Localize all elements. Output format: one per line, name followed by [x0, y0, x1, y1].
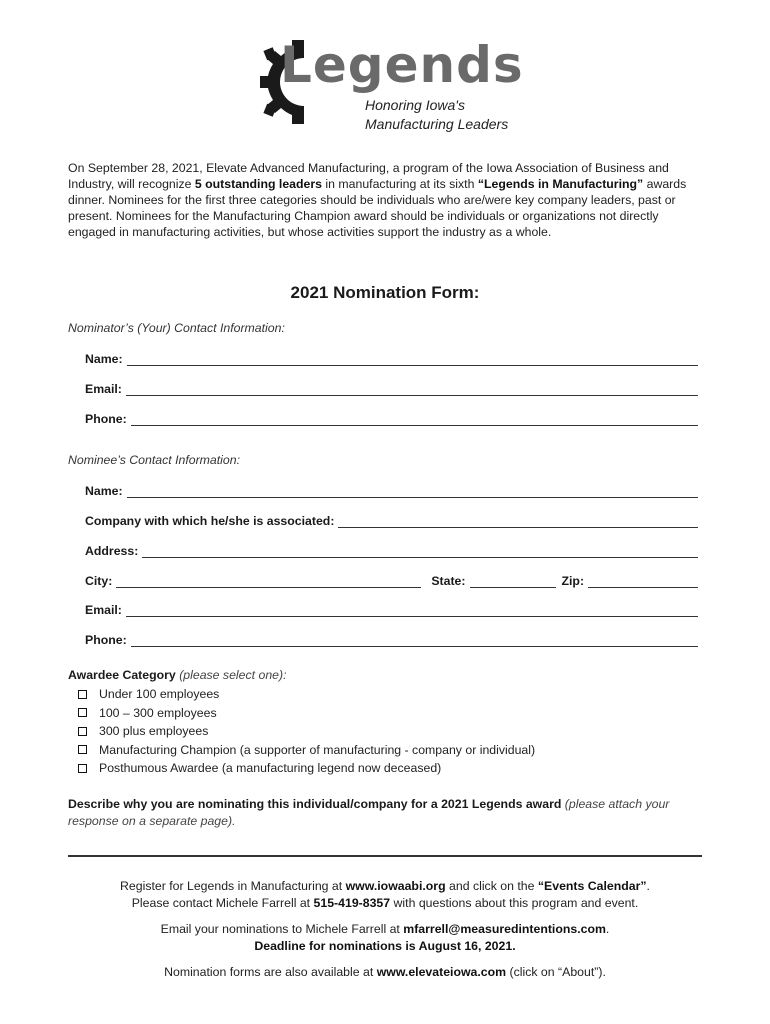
events-calendar-label: “Events Calendar”: [537, 879, 647, 893]
intro-text-2: in manufacturing at its sixth: [322, 177, 478, 191]
nominator-email-line[interactable]: [126, 383, 698, 396]
checkbox[interactable]: [78, 764, 87, 773]
intro-text-1: On September 28, 2021, Elevate Advanced Manufacturing, a program of the Iowa Association of Business and Industry, will recognize: [68, 161, 669, 191]
logo-subtitle-line1: Honoring Iowa's: [365, 97, 465, 113]
nominee-email-label: Email:: [85, 603, 122, 617]
divider: [68, 855, 702, 857]
footer-text: Please contact Michele Farrell at: [131, 896, 314, 910]
nominee-phone-field[interactable]: [85, 631, 698, 647]
nominee-name-field[interactable]: [85, 482, 698, 498]
nominee-name-line[interactable]: [127, 485, 698, 498]
intro-bold-2: “Legends in Manufacturing”: [477, 177, 644, 191]
nominator-name-label: Name:: [85, 352, 123, 366]
form-title: 2021 Nomination Form:: [290, 283, 480, 302]
footer-forms-line: [0, 964, 770, 981]
nominee-zip-line[interactable]: [588, 575, 698, 588]
describe-instruction: [68, 796, 702, 830]
nominee-name-label: Name:: [85, 484, 123, 498]
category-option-100-300[interactable]: [78, 704, 535, 723]
elevateiowa-link[interactable]: www.elevateiowa.com: [376, 965, 507, 979]
nominator-heading: Nominator’s (Your) Contact Information:: [68, 321, 285, 335]
checkbox[interactable]: [78, 745, 87, 754]
nominator-phone-field[interactable]: [85, 410, 698, 426]
category-option-label: 300 plus employees: [99, 724, 209, 739]
nominee-phone-label: Phone:: [85, 633, 127, 647]
category-option-300-plus[interactable]: [78, 722, 535, 741]
category-option-under-100[interactable]: [78, 685, 535, 704]
contact-phone[interactable]: 515-419-8357: [313, 896, 391, 910]
intro-paragraph: [68, 160, 702, 240]
intro-bold-1: 5 outstanding leaders: [194, 177, 322, 191]
nominee-address-label: Address:: [85, 544, 139, 558]
category-option-posthumous[interactable]: [78, 759, 535, 778]
nominee-email-field[interactable]: [85, 601, 698, 617]
footer-text: .: [605, 922, 610, 936]
describe-hint: (please attach your response on a separate page).: [68, 797, 670, 828]
nominee-state-label: State:: [431, 574, 466, 588]
nominator-name-line[interactable]: [127, 353, 698, 366]
nominator-email-label: Email:: [85, 382, 122, 396]
nominee-city-line[interactable]: [116, 575, 421, 588]
legends-logo: [252, 32, 532, 142]
category-options: [78, 685, 535, 778]
nominee-address-field[interactable]: [85, 542, 698, 558]
describe-bold: Describe why you are nominating this individual/company for a 2021 Legends award: [68, 797, 562, 811]
footer-deadline-line: [0, 938, 770, 955]
nominee-email-line[interactable]: [126, 604, 698, 617]
category-option-label: Under 100 employees: [99, 687, 220, 702]
iowaabi-link[interactable]: www.iowaabi.org: [345, 879, 446, 893]
nominee-company-label: Company with which he/she is associated:: [85, 514, 335, 528]
footer-email-line: [0, 921, 770, 938]
nominator-email-field[interactable]: [85, 380, 698, 396]
nominee-company-field[interactable]: [85, 512, 698, 528]
checkbox[interactable]: [78, 727, 87, 736]
nominee-address-line[interactable]: [142, 545, 698, 558]
nominee-city-state-zip-row: [85, 572, 698, 588]
footer-text: Nomination forms are also available at: [164, 965, 377, 979]
category-heading-label: Awardee Category: [68, 668, 176, 682]
category-hint: (please select one):: [179, 668, 287, 682]
footer-text: Email your nominations to Michele Farrell at: [160, 922, 404, 936]
footer-text: (click on “About”).: [506, 965, 606, 979]
footer-text: with questions about this program and event.: [390, 896, 639, 910]
logo-title: Legends: [280, 36, 524, 94]
nominator-phone-label: Phone:: [85, 412, 127, 426]
category-heading: [68, 668, 287, 682]
contact-email-link[interactable]: mfarrell@measuredintentions.com: [403, 922, 606, 936]
category-option-champion[interactable]: [78, 741, 535, 760]
checkbox[interactable]: [78, 690, 87, 699]
footer-text: Register for Legends in Manufacturing at: [120, 879, 346, 893]
checkbox[interactable]: [78, 708, 87, 717]
category-option-label: Manufacturing Champion (a supporter of manufacturing - company or individual): [99, 742, 536, 757]
deadline-text: Deadline for nominations is August 16, 2021.: [254, 939, 516, 953]
footer-text: and click on the: [445, 879, 538, 893]
nominator-name-field[interactable]: [85, 350, 698, 366]
footer-contact-line: [0, 895, 770, 912]
category-option-label: 100 – 300 employees: [99, 705, 217, 720]
nominee-zip-label: Zip:: [561, 574, 585, 588]
nominee-phone-line[interactable]: [131, 634, 698, 647]
intro-text-3: awards dinner. Nominees for the first three categories should be individuals who are/were key company leaders, past or present. Nominees for the Manufacturing Champion award should be individuals or organizations not directly engaged in manufacturing activities, but whose activities support the industry as a whole.: [68, 177, 687, 239]
category-option-label: Posthumous Awardee (a manufacturing legend now deceased): [99, 761, 442, 776]
nominee-company-line[interactable]: [338, 515, 698, 528]
logo-subtitle-line2: Manufacturing Leaders: [365, 116, 509, 132]
footer-register-line: [0, 878, 770, 895]
nominee-heading: Nominee’s Contact Information:: [68, 453, 241, 467]
nominee-state-line[interactable]: [470, 575, 556, 588]
nominee-city-label: City:: [85, 574, 113, 588]
nominator-phone-line[interactable]: [131, 413, 698, 426]
footer-text: .: [646, 879, 650, 893]
